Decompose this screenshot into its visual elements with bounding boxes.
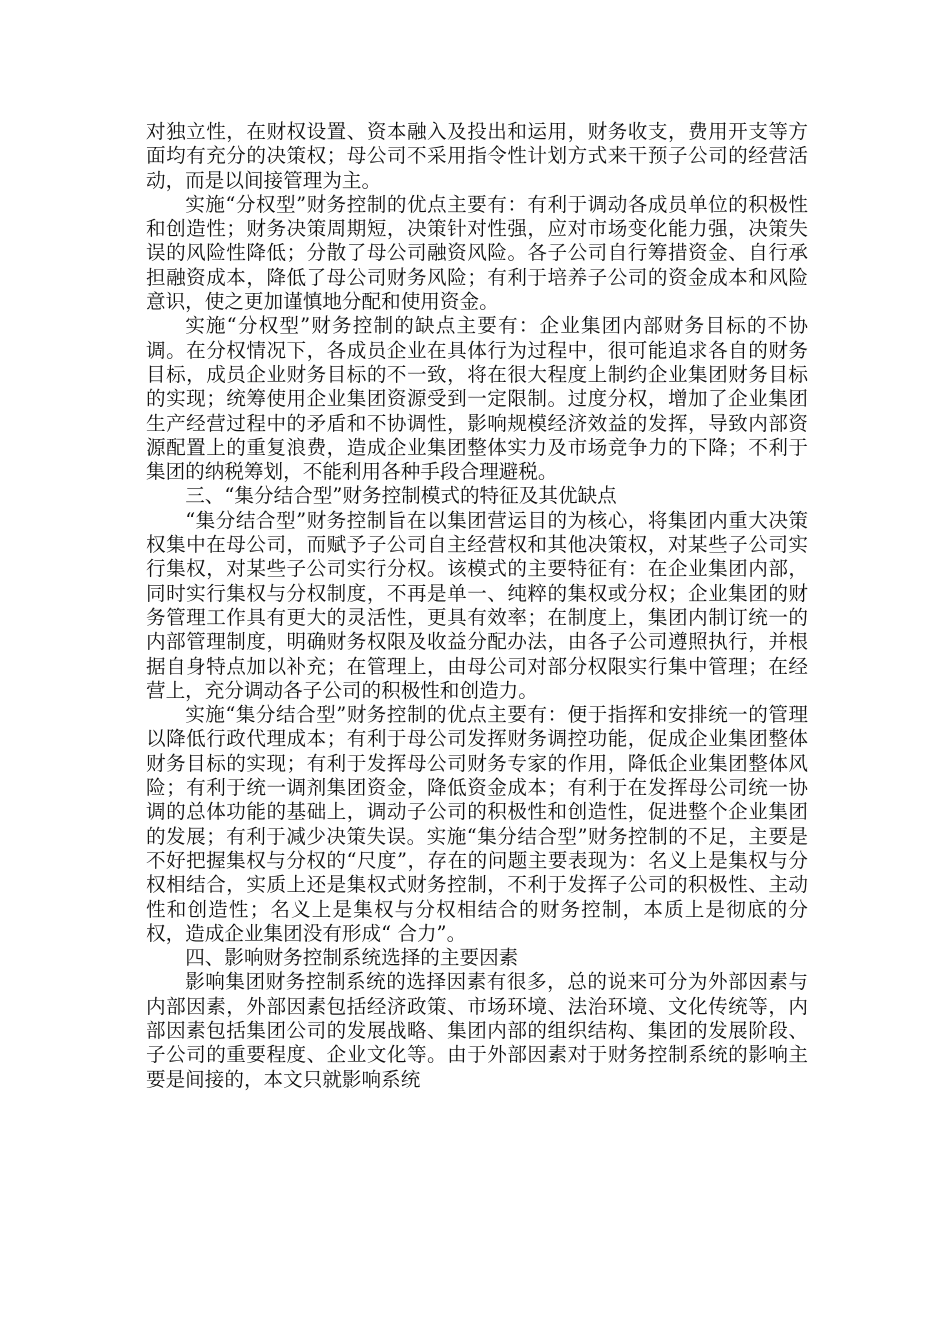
paragraph-continuation: 对独立性，在财权设置、资本融入及投出和运用，财务收支，费用开支等方面均有充分的决策权；母公司不采用指令性计划方式来干预子公司的经营活动，而是以间接管理为主。 (146, 120, 808, 192)
paragraph-influencing-factors: 影响集团财务控制系统的选择因素有很多，总的说来可分为外部因素与内部因素，外部因素包括经济政策、市场环境、法治环境、文化传统等，内部因素包括集团公司的发展战略、集团内部的组织结构、集团的发展阶段、子公司的重要程度、企业文化等。由于外部因素对于财务控制系统的影响主要是间接的，本文只就影响系统 (146, 970, 808, 1091)
paragraph-hybrid-pros-cons: 实施“集分结合型”财务控制的优点主要有：便于指挥和安排统一的管理以降低行政代理成本；有利于母公司发挥财务调控功能，促成企业集团整体财务目标的实现；有利于发挥母公司财务专家的作用，降低企业集团整体风险；有利于统一调剂集团资金，降低资金成本；有利于在发挥母公司统一协调的总体功能的基础上，调动子公司的积极性和创造性，促进整个企业集团的发展；有利于减少决策失误。实施“集分结合型”财务控制的不足，主要是不好把握集权与分权的“尺度”，存在的问题主要表现为：名义上是集权与分权相结合，实质上还是集权式财务控制，不利于发挥子公司的积极性、主动性和创造性；名义上是集权与分权相结合的财务控制，本质上是彻底的分权，造成企业集团没有形成“ 合力”。 (146, 703, 808, 945)
paragraph-hybrid-features: “集分结合型”财务控制旨在以集团营运目的为核心，将集团内重大决策权集中在母公司，而赋予子公司自主经营权和其他决策权，对某些子公司实行集权，对某些子公司实行分权。该模式的主要特征有：在企业集团内部，同时实行集权与分权制度，不再是单一、纯粹的集权或分权；企业集团的财务管理工作具有更大的灵活性，更具有效率；在制度上，集团内制订统一的内部管理制度，明确财务权限及收益分配办法，由各子公司遵照执行，并根据自身特点加以补充；在管理上，由母公司对部分权限实行集中管理；在经营上，充分调动各子公司的积极性和创造力。 (146, 508, 808, 702)
section-heading-3: 三、“集分结合型”财务控制模式的特征及其优缺点 (185, 484, 617, 508)
paragraph-decentralized-advantages: 实施“分权型”财务控制的优点主要有：有利于调动各成员单位的积极性和创造性；财务决策周期短，决策针对性强，应对市场变化能力强，决策失误的风险性降低；分散了母公司融资风险。各子公司自行筹措资金、自行承担融资成本，降低了母公司财务风险；有利于培养子公司的资金成本和风险意识，使之更加谨慎地分配和使用资金。 (146, 192, 808, 314)
section-heading-4: 四、影响财务控制系统选择的主要因素 (185, 946, 519, 970)
document-page (146, 120, 808, 1092)
paragraph-decentralized-disadvantages: 实施“分权型”财务控制的缺点主要有：企业集团内部财务目标的不协调。在分权情况下，各成员企业在具体行为过程中，很可能追求各自的财务目标，成员企业财务目标的不一致，将在很大程度上制约企业集团财务目标的实现；统筹使用企业集团资源受到一定限制。过度分权，增加了企业集团生产经营过程中的矛盾和不协调性，影响规模经济效益的发挥，导致内部资源配置上的重复浪费，造成企业集团整体实力及市场竞争力的下降；不利于集团的纳税筹划，不能利用各种手段合理避税。 (146, 314, 808, 484)
